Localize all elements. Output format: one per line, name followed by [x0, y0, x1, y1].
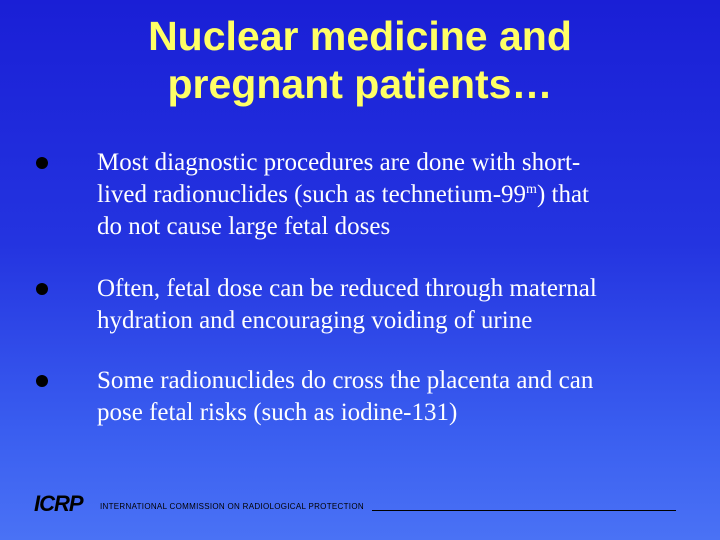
- bullet-1-line-1: Most diagnostic procedures are done with short-: [97, 149, 581, 176]
- bullet-dot-icon: [36, 375, 48, 387]
- bullet-dot-icon: [36, 283, 48, 295]
- icrp-logo: ICRP: [34, 491, 83, 516]
- slide-title-line-2: pregnant patients…: [167, 61, 553, 107]
- bullet-text-1: [97, 147, 687, 243]
- bullet-2-line-2: hydration and encouraging voiding of urine: [97, 307, 533, 334]
- footer: [34, 492, 684, 516]
- bullet-1-line-3: do not cause large fetal doses: [97, 213, 391, 240]
- bullet-text-2: [97, 273, 687, 337]
- footer-divider: [372, 510, 676, 511]
- bullet-1-superscript: m: [526, 182, 537, 197]
- bullet-3-line-1: Some radionuclides do cross the placenta and can: [97, 367, 594, 394]
- bullet-2-line-1: Often, fetal dose can be reduced through maternal: [97, 275, 597, 302]
- bullet-dot-icon: [36, 157, 48, 169]
- bullet-3-line-2: pose fetal risks (such as iodine-131): [97, 399, 458, 426]
- bullet-1-line-2-before: lived radionuclides (such as technetium-99: [97, 181, 527, 208]
- slide-title-line-1: Nuclear medicine and: [148, 13, 572, 59]
- bullet-text-3: [97, 365, 687, 429]
- bullet-1-line-2-after: ) that: [536, 181, 590, 208]
- footer-org-name: INTERNATIONAL COMMISSION ON RADIOLOGICAL PROTECTION: [100, 502, 364, 511]
